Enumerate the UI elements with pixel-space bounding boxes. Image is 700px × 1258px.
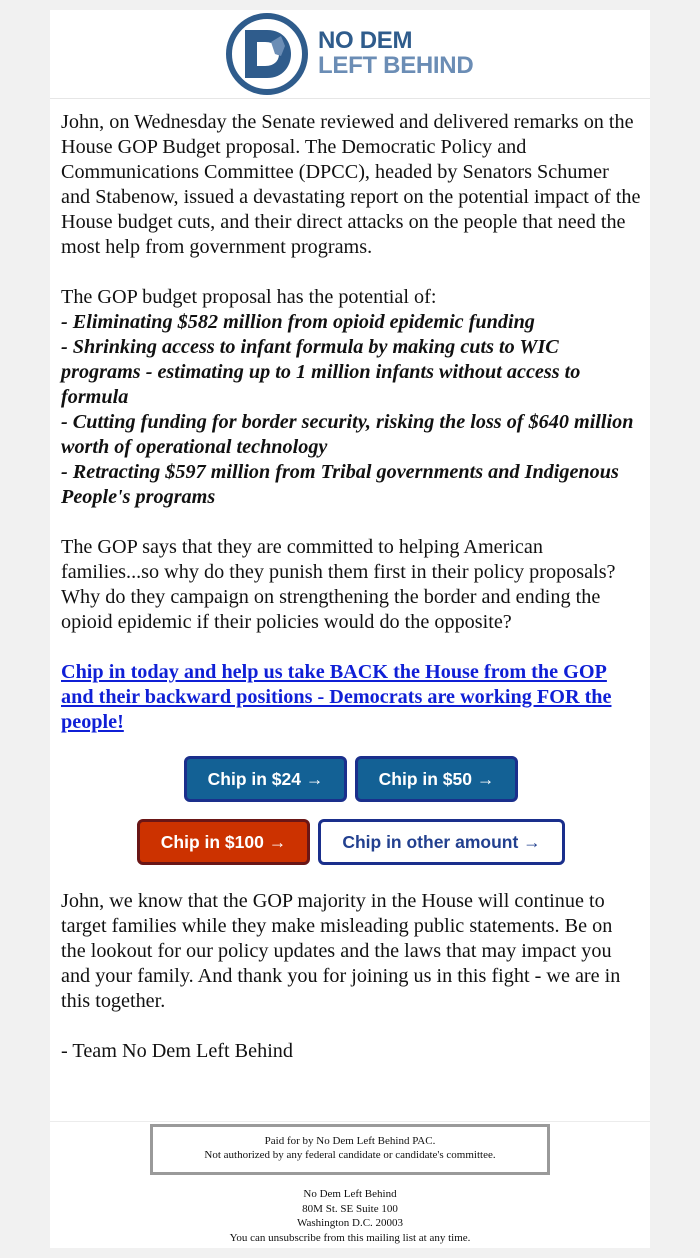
donate-button-row [61, 756, 641, 802]
unsubscribe-text: You can unsubscribe from this mailing list at any time. [229, 1231, 471, 1244]
chip-in-50-button[interactable]: Chip in $50 → [355, 756, 518, 802]
paid-for-text: Paid for by No Dem Left Behind PAC. [264, 1135, 436, 1147]
email-header [50, 10, 650, 99]
brand-name-line1: NO DEM [318, 27, 413, 54]
chip-in-100-button[interactable]: Chip in $100 → [137, 819, 310, 865]
brand-name-line2: LEFT BEHIND [318, 52, 474, 79]
brand-logo-icon [225, 12, 309, 96]
brand-wordmark [318, 28, 473, 78]
list-intro: The GOP budget proposal has the potential of: [61, 286, 437, 308]
impact-list [61, 310, 641, 510]
signature: - Team No Dem Left Behind [61, 1040, 293, 1062]
paid-for-disclaimer [150, 1124, 550, 1175]
question-paragraph: The GOP says that they are committed to helping American families...so why do they punish them first in their policy proposals? Why do they campaign on strengthening the border and ending the opioid epidemic if their policies would do the opposite? [61, 536, 616, 633]
org-name: No Dem Left Behind [303, 1188, 397, 1200]
not-authorized-text: Not authorized by any federal candidate or candidate's committee. [204, 1149, 496, 1161]
list-item: - Retracting $597 million from Tribal governments and Indigenous People's programs [61, 461, 619, 508]
chip-in-other-button[interactable]: Chip in other amount → [318, 819, 565, 865]
city-address: Washington D.C. 20003 [296, 1217, 404, 1229]
list-item: - Eliminating $582 million from opioid epidemic funding [61, 311, 535, 333]
email-container [50, 10, 650, 1248]
footer-divider [50, 1121, 650, 1122]
intro-paragraph: John, on Wednesday the Senate reviewed and delivered remarks on the House GOP Budget proposal. The Democratic Policy and Communications Committee (DPCC), headed by Senators Schumer and Stabenow, issued a devastating report on the potential impact of the House budget cuts, and their direct attacks on the people that need the most help from government programs. [61, 111, 641, 258]
street-address: 80M St. SE Suite 100 [302, 1202, 398, 1215]
donate-link[interactable]: Chip in today and help us take BACK the House from the GOP and their backward positions - Democrats are working FOR the people! [61, 661, 612, 733]
email-body [61, 110, 641, 1064]
list-item: - Shrinking access to infant formula by making cuts to WIC programs - estimating up to 1 million infants without access to formula [61, 336, 581, 408]
closing-paragraph: John, we know that the GOP majority in the House will continue to target families while they make misleading public statements. Be on the lookout for our policy updates and the laws that may impact you and your family. And thank you for joining us in this fight - we are in this together. [61, 890, 621, 1012]
footer-address [50, 1187, 650, 1245]
list-item: - Cutting funding for border security, risking the loss of $640 million worth of operational technology [61, 411, 634, 458]
donate-button-row [61, 819, 641, 865]
chip-in-24-button[interactable]: Chip in $24 → [184, 756, 347, 802]
